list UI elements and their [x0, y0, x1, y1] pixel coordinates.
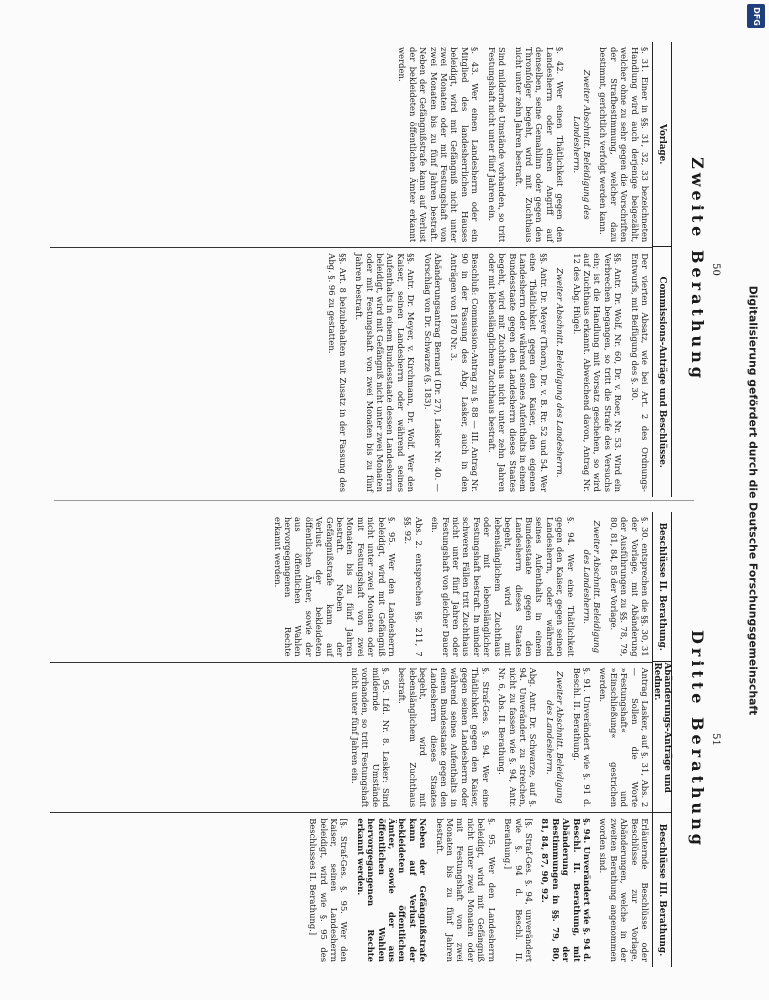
paragraph: Abänderungsantrag Bernard (Dr. 27), Lasker Nr. 40. — Vorschlag von Dr. Schwarze (§. 183).	[422, 253, 444, 492]
left-page-title: Zweite Berathung	[688, 157, 707, 382]
left-column-vorlage	[50, 42, 652, 247]
paragraph: Abg. Antr. Dr. Schwarze, auf §. 94. Unverändert zu streichen, nicht zu fassen wie §. 94, Antr. Nr. 6, Abs. II. Berathung.	[497, 667, 539, 808]
right-page-number: 51	[710, 733, 721, 746]
paragraph: [§. Straf-Ges. §. 95. Wer den Kaiser, seinen Landesherrn beleidigt, wird wie §. 95 des Beschlusses II. Berathung.]	[308, 818, 350, 962]
paragraph: §. 95. Wer den Landesherrn beleidigt, wird mit Gefängniß nicht unter zwei Monaten oder mit Festungshaft von zwei Monaten bis zu fünf Jahren bestraft.	[434, 818, 497, 962]
paragraph: §§. Art. 8 beizubehalten mit Zusatz in der Fassung des Abg. §. 96 zu gestatten.	[327, 253, 348, 492]
paragraph: Sind mildernde Umstände vorhanden, so tritt Festungshaft nicht unter fünf Jahren ein.	[486, 47, 508, 243]
right-page	[44, 512, 724, 967]
paragraph: §§. Antr. Dr. Wolf, Nr. 60, Dr. v. Roer, Nr. 53. Wird ein Verbrechen begangen, so tritt die Strafe des Versuchs ein; ist die Handlung mit Vorsatz geschehen, so wird auf Zuchthaus erkannt. Abweichend davon, Antrag Nr. 12 des Abg. Hügel.	[571, 253, 624, 492]
left-table-header	[652, 42, 672, 497]
left-columns	[50, 42, 652, 497]
section-heading: Zweiter Abschnitt. Beleidigung des Landesherrn.	[555, 267, 566, 478]
paragraph: [§. Straf-Ges. §. 94, unverändert wie §. 94 d. Beschl. II. Berathung.]	[503, 818, 534, 962]
right-columns	[50, 512, 652, 967]
section-heading: Zweiter Abschnitt. Beleidigung des Landesherrn.	[571, 69, 592, 220]
paragraph: §. 91. Unverändert wie §. 91 d. Beschl. II. Berathung.	[571, 667, 592, 808]
paragraph: Beschluß: Commission-Antrag zu §. 88 — III. Antrag Nr. 90 in der Fassung des Abg. Lasker, auch in den Anträgen von 1870 Nr. 3.	[449, 253, 481, 492]
right-header-antraege: Abänderungs-Anträge und Redner.	[653, 661, 671, 811]
paragraph: Der vierten Absatz, wie bei Art. 2 des Ordnungs-Entwurfs, mit Beifügung des §. 30.	[629, 253, 650, 492]
paragraph: §. 94. Unverändert wie §. 94 d. Beschl. II. Berathung, mit Abänderung der Bestimmungen in §§. 79, 80, 81, 84, 87, 90, 92.	[540, 818, 592, 962]
right-header-beschluesse-iii: Beschlüsse III. Berathung.	[653, 812, 671, 967]
paragraph: §. 43. Wer einen Landesherrn oder ein Mitglied des landesherrlichen Hauses beleidigt, wird mit Gefängniß nicht unter zwei Monaten oder mit Festungshaft von zwei Monaten bis zu fünf Jahren bestraft. Neben der Gefängnißstrafe kann auf Verlust der bekleideten öffentlichen Ämter erkannt werden.	[397, 47, 481, 243]
paragraph: §. 31. Einer in §§. 31, 32, 33 bezeichneten Handlung wird auch derjenige beigezählt, welcher ohne zu sehr gegen die Vorschriften der Strafbestimmung, welcher dazu bestimmt, gerichtlich verfolgt werden kann.	[598, 47, 650, 243]
paragraph: Abs. 2. entsprechen §§. 211, 7 §§. 92.	[403, 517, 424, 657]
dfg-logo-text: DFG	[751, 6, 761, 26]
section-heading: Zweiter Abschnitt. Beleidigung des Landesherrn.	[581, 520, 603, 654]
paragraph: §. 94. Wer eine Thätlichkeit gegen den Kaiser, gegen seinen Landesherrn, oder während seines Aufenthalts in einem Bundesstaate gegen den Landesherrn dieses Staates begeht, wird mit lebenslänglichem Zuchthaus oder mit lebenslänglicher Festungshaft bestraft. In minder schweren Fällen tritt Zuchthaus nicht unter fünf Jahren oder Festungshaft von gleicher Dauer ein.	[430, 517, 576, 657]
rotated-page-spread	[44, 30, 724, 970]
right-header-beschluesse-ii: Beschlüsse II. Berathung.	[657, 522, 668, 651]
right-column-antraege	[50, 662, 652, 813]
paragraph: §. 95. Lfd. Nr. 8. Lasker: Sind mildernde Umstände vorhanden, so tritt Festungshaft nicht unter fünf Jahren ein.	[349, 667, 392, 808]
paragraph: Antrag Lasker, auf §. 31, Abs. 2 — Sollen die Worte »Festungshaft« und »Einschließung« gestrichen werden.	[598, 667, 650, 808]
funding-caption	[742, 8, 764, 992]
right-column-beschluesse-ii	[50, 512, 652, 662]
left-column-antraege	[50, 247, 652, 497]
page-gutter	[54, 500, 694, 501]
right-page-title: Dritte Berathung	[688, 630, 707, 849]
left-header-vorlage: Vorlage.	[657, 123, 668, 165]
section-heading: Zweiter Abschnitt. Beleidigung des Landesherrn.	[544, 671, 566, 804]
paragraph: §§. Antr. Dr. Meyer (Thorn), Dr. v. B. Rr. 52 und 54. Wer eine Thätlichkeit gegen den Kaiser, den eigenen Landesherrn oder während seines Aufenthalts in einem Bundesstaate gegen den Landesherrn dieses Staates begeht, wird mit Zuchthaus nicht unter zehn Jahren oder mit lebenslänglichem Zuchthaus bestraft.	[486, 253, 549, 492]
funding-caption-text: Digitalisierung gefördert durch die Deutsche Forschungsgemeinschaft	[746, 285, 760, 715]
paragraph: Erläuternde Beschlüsse oder Beschlüsse zur Vorlage, Abänderungen, welche in der zweiten Berathung angenommen worden sind.	[598, 818, 650, 962]
paragraph: §. 30. entsprechen die §§. 30, 31 der Vorlage, mit Abänderung der Ausführungen zu §§. 78, 79, 80, 81, 84, 85 der Vorlage.	[608, 517, 650, 657]
left-page-number: 50	[710, 263, 721, 276]
left-page	[44, 42, 724, 497]
paragraph: §§. Antr. Dr. Meyer, v. Kirchmann, Dr. Wolf. Wer den Kaiser, seinen Landesherrn oder während seines Aufenthalts in einem Bundesstaate dessen Landesherrn beleidigt, wird mit Gefängniß nicht unter zwei Monaten oder mit Festungshaft von zwei Monaten bis zu fünf Jahren bestraft.	[354, 253, 417, 492]
paragraph: Neben der Gefängnißstrafe kann auf Verlust der bekleideten öffentlichen Ämter, sowie der aus öffentlichen Wahlen hervorgegangenen Rechte erkannt werden.	[355, 818, 429, 962]
left-header-antraege: Commissions-Anträge und Beschlüsse.	[653, 246, 671, 497]
right-table-header	[652, 512, 672, 967]
paragraph: §. Straf-Ges. §. 94. Wer eine Thätlichkeit gegen den Kaiser, gegen seinen Landesherrn oder während seines Aufenthalts in einem Bundesstaate gegen den Landesherrn dieses Staates begeht, wird mit lebenslänglichem Zuchthaus bestraft.	[397, 667, 491, 808]
paragraph: §. 95. Wer den Landesherrn beleidigt, wird mit Gefängniß nicht unter zwei Monaten oder mit Festungshaft von zwei Monaten bis zu fünf Jahren bestraft. Neben der Gefängnißstrafe kann auf Verlust der bekleideten öffentlichen Ämter, sowie der aus öffentlichen Wahlen hervorgegangenen Rechte erkannt werden.	[272, 517, 398, 657]
paragraph: §. 42. Wer einen Thätlichkeit gegen den Landesherrn oder einen Angriff auf denselben, seine Gemahlinn oder gegen den Thronfolger begeht, wird mit Zuchthaus nicht unter zehn Jahren bestraft.	[513, 47, 566, 243]
right-column-beschluesse-iii	[50, 812, 652, 967]
